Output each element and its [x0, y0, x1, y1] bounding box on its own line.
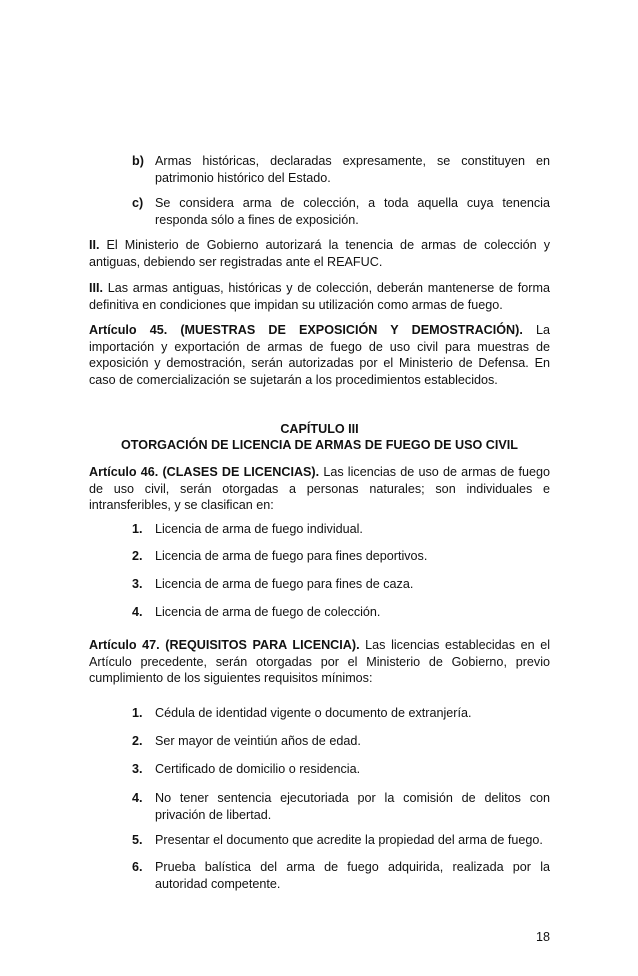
list-item-text: Cédula de identidad vigente o documento de extranjería.	[155, 706, 472, 720]
article-47	[89, 637, 550, 687]
list-item	[132, 859, 550, 892]
list-item	[132, 790, 550, 823]
chapter-title: OTORGACIÓN DE LICENCIA DE ARMAS DE FUEGO DE USO CIVIL	[121, 438, 518, 452]
article-text: Las licencias de uso de armas de fuego de uso civil, serán otorgadas a personas naturales; son individuales e intransferibles, y se clasifican en:	[89, 465, 550, 512]
list-item-text: Licencia de arma de fuego para fines de caza.	[155, 577, 414, 591]
paragraph-iii	[89, 280, 550, 313]
list-marker: 1.	[132, 706, 143, 720]
list-marker: c)	[132, 196, 144, 210]
list-item	[132, 521, 550, 538]
list-item-text: Se considera arma de colección, a toda aquella cuya tenencia responda sólo a fines de exposición.	[155, 196, 550, 227]
article-text: Las licencias establecidas en el Artículo precedente, serán otorgadas por el Ministerio de Gobierno, previo cumplimiento de los siguientes requisitos mínimos:	[89, 638, 550, 685]
list-item	[132, 761, 550, 778]
list-marker: 1.	[132, 522, 143, 536]
page-number: 18	[535, 930, 550, 944]
list-item	[132, 548, 550, 565]
list-marker: 6.	[132, 860, 143, 874]
list-item	[132, 733, 550, 750]
paragraph-label: II.	[89, 238, 100, 252]
chapter-number: CAPÍTULO III	[280, 422, 359, 436]
list-item-text: Ser mayor de veintiún años de edad.	[155, 734, 361, 748]
list-item	[132, 576, 550, 593]
article-text: La importación y exportación de armas de fuego de uso civil para muestras de exposición y demostración, serán autorizadas por el Ministerio de Defensa. En caso de comercialización se sujetarán a los procedimientos establecidos.	[89, 323, 550, 387]
article-heading: Artículo 45. (MUESTRAS DE EXPOSICIÓN Y DEMOSTRACIÓN).	[89, 323, 523, 337]
list-item-text: Licencia de arma de fuego para fines deportivos.	[155, 549, 428, 563]
list-marker: 3.	[132, 762, 143, 776]
list-item-text: Licencia de arma de fuego individual.	[155, 522, 363, 536]
list-item-text: Certificado de domicilio o residencia.	[155, 762, 361, 776]
list-item	[132, 604, 550, 621]
paragraph-text: El Ministerio de Gobierno autorizará la tenencia de armas de colección y antiguas, debiendo ser registradas ante el REAFUC.	[89, 238, 550, 269]
list-item	[132, 832, 550, 849]
article-heading: Artículo 46. (CLASES DE LICENCIAS).	[89, 465, 320, 479]
list-item	[132, 153, 550, 186]
list-marker: 2.	[132, 734, 143, 748]
list-marker: 3.	[132, 577, 143, 591]
paragraph-ii	[89, 237, 550, 270]
list-marker: 2.	[132, 549, 143, 563]
article-heading: Artículo 47. (REQUISITOS PARA LICENCIA).	[89, 638, 360, 652]
list-marker: b)	[132, 154, 144, 168]
list-item	[132, 195, 550, 228]
list-item	[132, 705, 550, 722]
article-45	[89, 322, 550, 388]
article-46	[89, 464, 550, 514]
paragraph-label: III.	[89, 281, 103, 295]
list-item-text: No tener sentencia ejecutoriada por la comisión de delitos con privación de libertad.	[155, 791, 550, 822]
list-item-text: Licencia de arma de fuego de colección.	[155, 605, 381, 619]
list-item-text: Armas históricas, declaradas expresamente, se constituyen en patrimonio histórico del Estado.	[155, 154, 550, 185]
list-marker: 5.	[132, 833, 143, 847]
list-marker: 4.	[132, 791, 143, 805]
list-item-text: Presentar el documento que acredite la propiedad del arma de fuego.	[155, 833, 543, 847]
list-marker: 4.	[132, 605, 143, 619]
list-item-text: Prueba balística del arma de fuego adquirida, realizada por la autoridad competente.	[155, 860, 550, 891]
paragraph-text: Las armas antiguas, históricas y de colección, deberán mantenerse de forma definitiva en condiciones que impidan su utilización como armas de fuego.	[89, 281, 550, 312]
